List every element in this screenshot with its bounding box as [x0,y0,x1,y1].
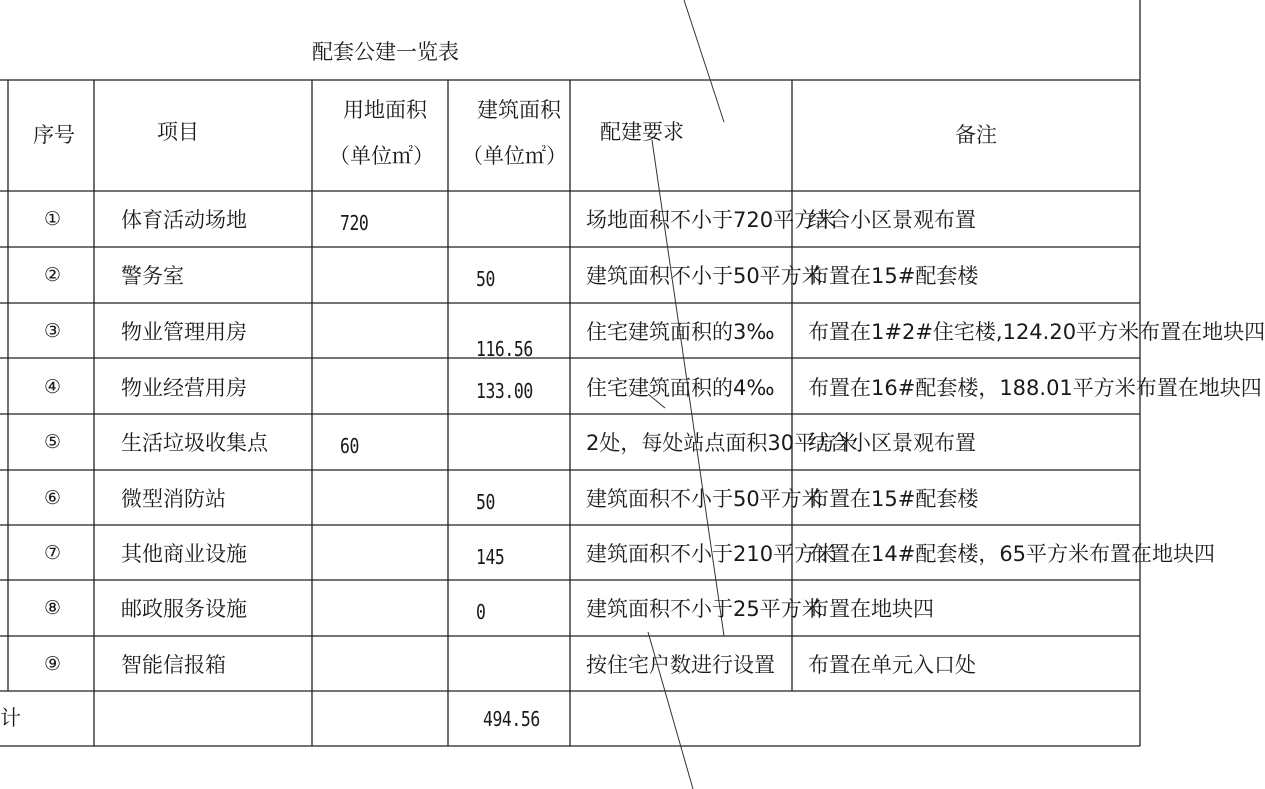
row-item: 智能信报箱 [121,653,226,677]
row-item: 物业管理用房 [121,320,247,344]
row-no: ⑧ [44,597,62,619]
row-requirement: 建筑面积不小于50平方米 [586,264,823,288]
row-item: 其他商业设施 [121,542,247,566]
row-build-area: 133.00 [476,379,533,403]
row-note: 布置在单元入口处 [808,653,976,677]
row-note: 结合小区景观布置 [808,431,976,455]
row-item: 警务室 [121,264,184,288]
row-build-area: 0 [476,600,486,624]
row-note: 布置在1#2#住宅楼,124.20平方米布置在地块四 [808,320,1265,344]
row-no: ⑦ [44,542,62,564]
row-note: 布置在14#配套楼，65平方米布置在地块四 [808,542,1216,566]
row-item: 邮政服务设施 [121,597,247,621]
header-build-area: 建筑面积 [477,98,561,122]
row-requirement: 建筑面积不小于25平方米 [586,597,823,621]
row-land-area: 60 [340,434,359,458]
row-note: 布置在15#配套楼 [808,264,979,288]
row-no: ⑥ [44,487,62,509]
row-build-area: 116.56 [476,337,533,361]
header-land-area-unit: （单位㎡） [329,144,434,168]
header-note: 备注 [955,123,997,147]
row-requirement: 住宅建筑面积的4‰ [586,376,775,400]
row-item: 体育活动场地 [121,208,247,232]
header-no: 序号 [33,123,75,147]
header-requirement: 配建要求 [600,120,684,144]
row-no: ④ [44,376,62,398]
row-item: 生活垃圾收集点 [121,431,268,455]
row-build-area: 145 [476,545,505,569]
header-land-area: 用地面积 [343,98,427,122]
row-no: ⑨ [44,653,62,675]
row-requirement: 建筑面积不小于50平方米 [586,487,823,511]
row-requirement: 住宅建筑面积的3‰ [586,320,775,344]
row-note: 布置在16#配套楼，188.01平方米布置在地块四 [808,376,1262,400]
row-note: 布置在地块四 [808,597,934,621]
row-no: ⑤ [44,431,62,453]
row-build-area: 50 [476,490,495,514]
header-item: 项目 [157,120,199,144]
row-note: 布置在15#配套楼 [808,487,979,511]
row-no: ② [44,264,62,286]
table-title: 配套公建一览表 [312,40,459,64]
row-requirement: 2处，每处站点面积30平方米 [586,431,858,455]
row-requirement: 场地面积不小于720平方米 [586,208,837,232]
row-no: ③ [44,320,62,342]
header-build-area-unit: （单位㎡） [462,144,567,168]
row-item: 微型消防站 [121,487,226,511]
row-item: 物业经营用房 [121,376,247,400]
total-label: 计 [0,706,21,730]
row-land-area: 720 [340,211,369,235]
row-note: 结合小区景观布置 [808,208,976,232]
row-build-area: 50 [476,267,495,291]
row-no: ① [44,208,62,230]
row-requirement: 按住宅户数进行设置 [586,653,775,677]
total-build-area: 494.56 [483,707,540,731]
row-requirement: 建筑面积不小于210平方米 [586,542,837,566]
